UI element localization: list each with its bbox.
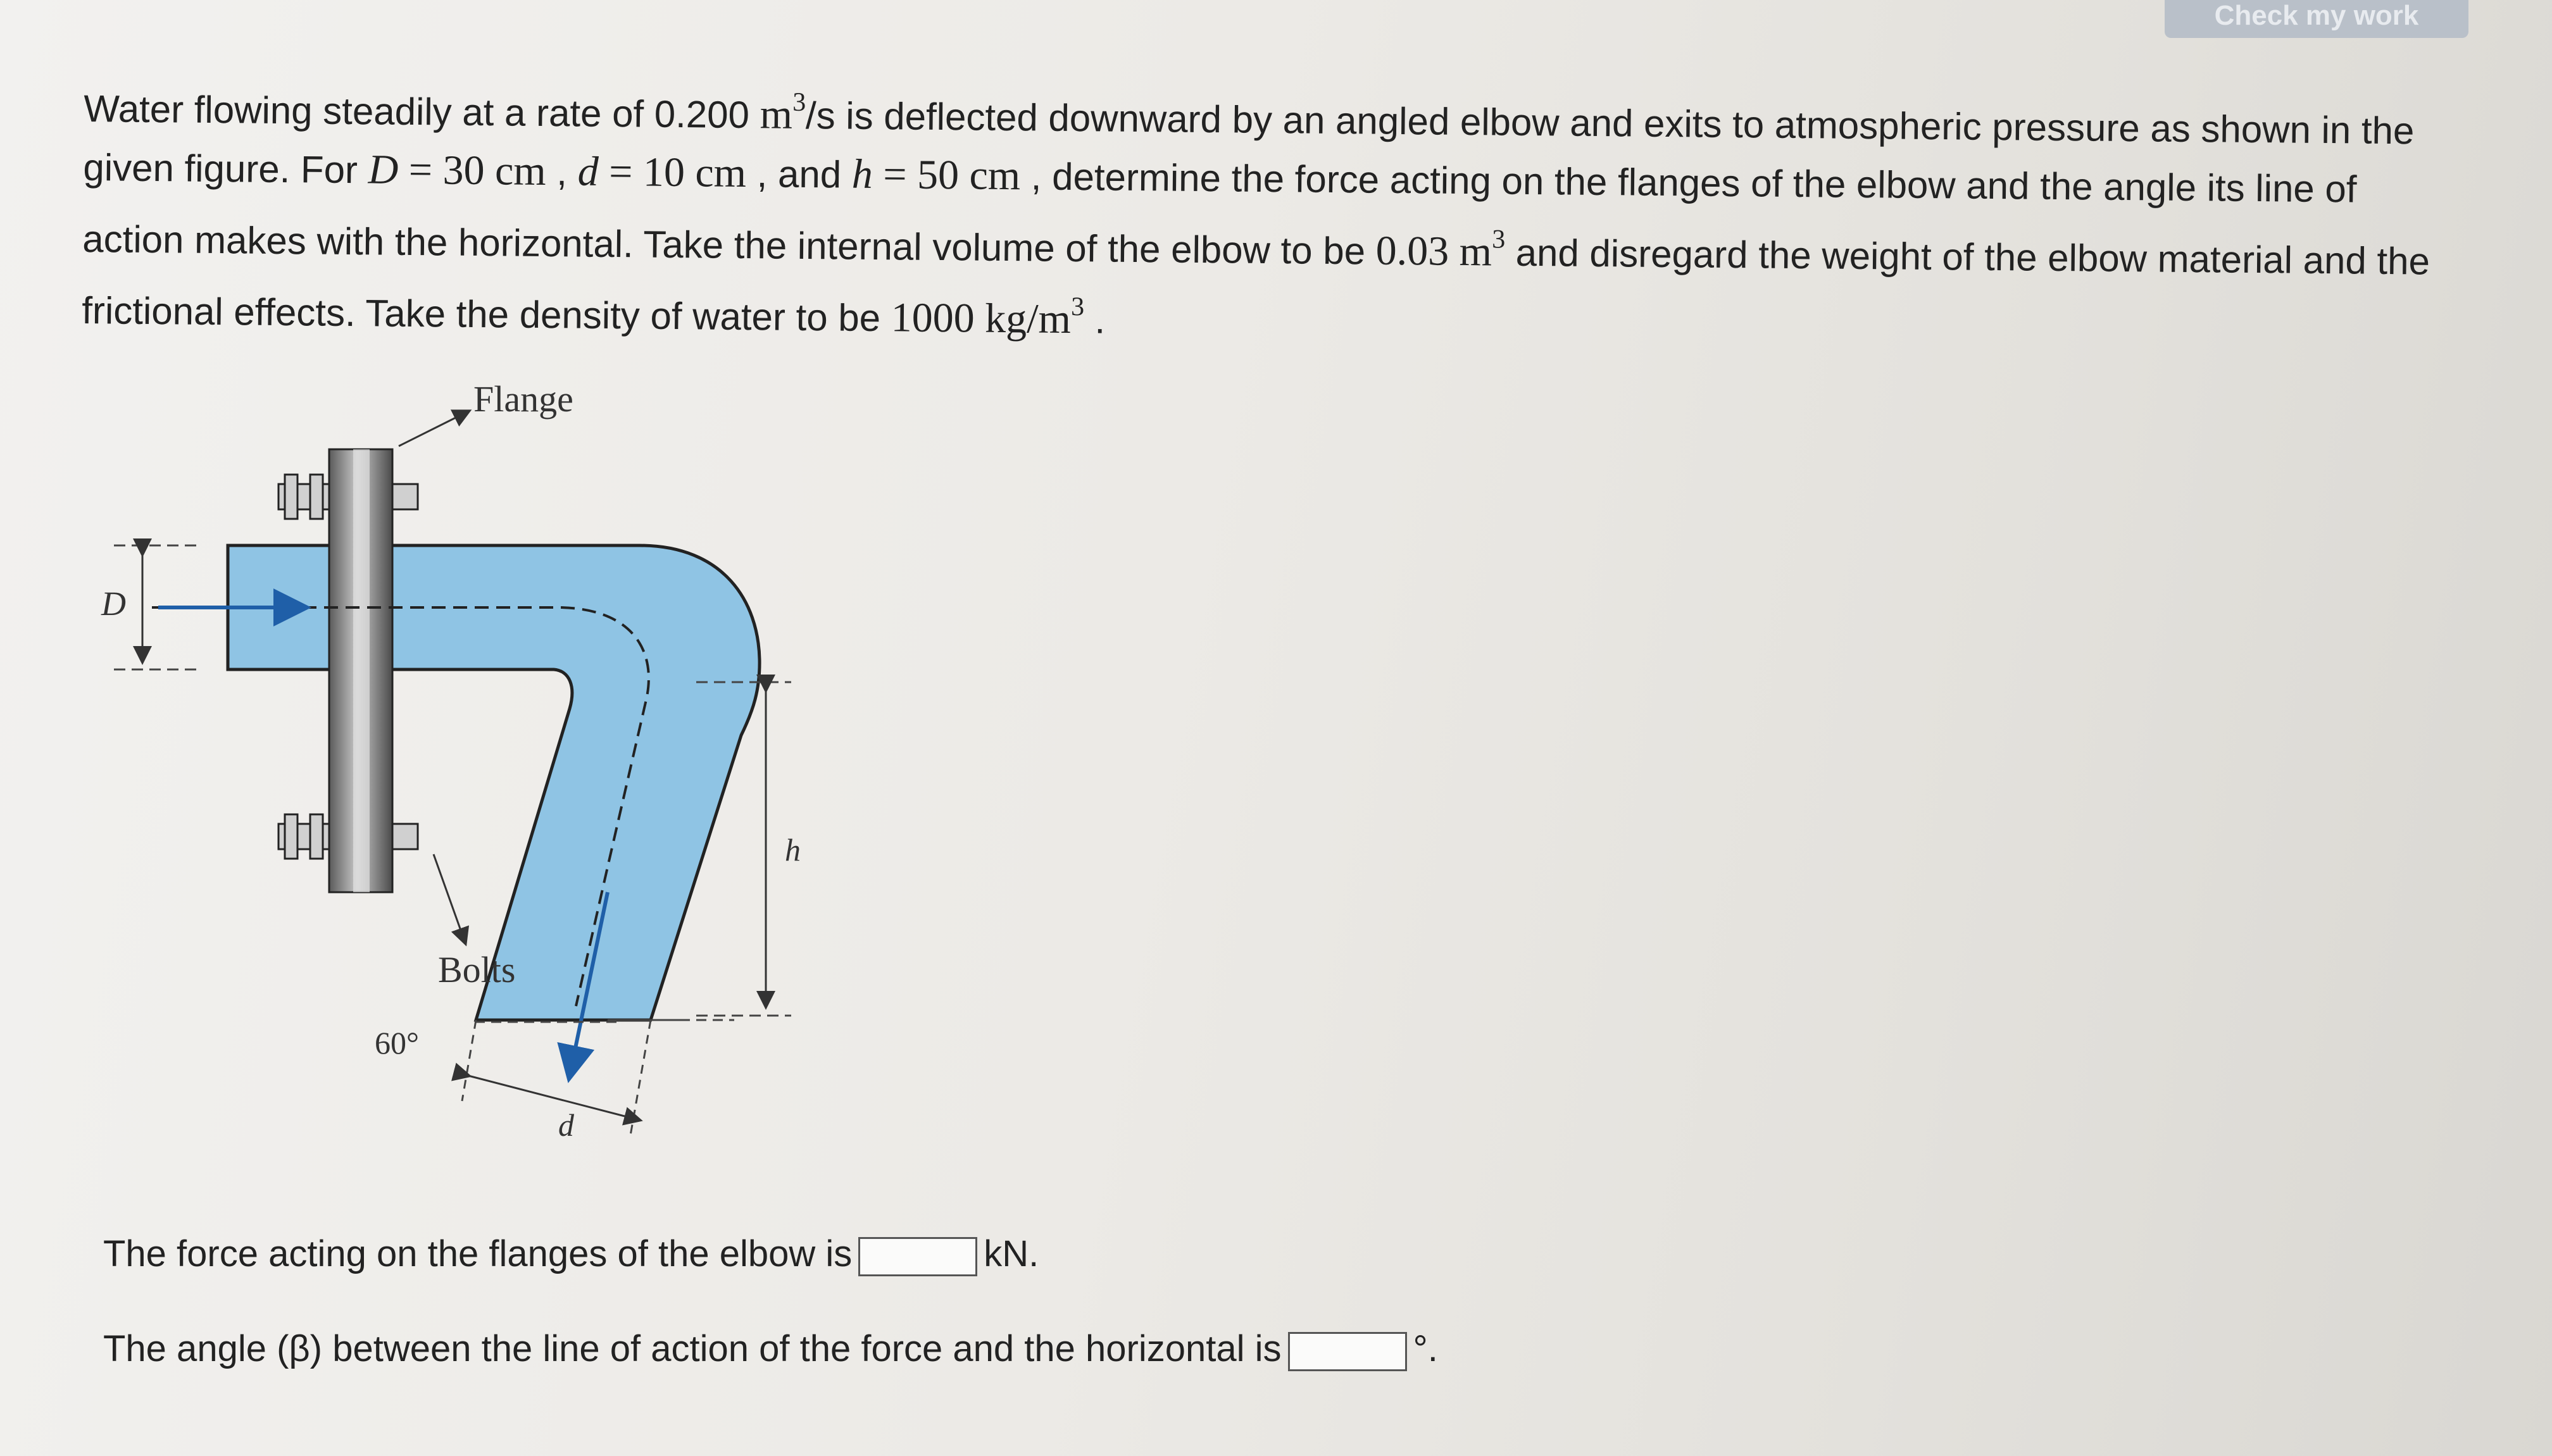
volume-value: 0.03 m bbox=[1375, 227, 1492, 275]
flange-hub bbox=[353, 449, 370, 892]
problem-text-6: and disregard the weight of the elbow material and the frictional effects. Take the density of water to be bbox=[81, 231, 2430, 340]
angle-unit: °. bbox=[1413, 1328, 1438, 1369]
flange-label: Flange bbox=[473, 378, 573, 420]
outlet-left-ext bbox=[462, 1020, 476, 1101]
density-value: 1000 kg/m bbox=[891, 294, 1072, 342]
angle-60-label: 60° bbox=[375, 1025, 419, 1061]
angle-answer-input[interactable] bbox=[1288, 1332, 1407, 1371]
check-my-work-button[interactable]: Check my work bbox=[2165, 0, 2468, 38]
force-answer-input[interactable] bbox=[858, 1237, 977, 1276]
h-label: h bbox=[785, 832, 801, 868]
D-value: = 30 cm bbox=[397, 146, 547, 195]
volume-sup: 3 bbox=[1492, 225, 1506, 254]
problem-statement bbox=[82, 66, 2464, 363]
outlet-right-ext bbox=[630, 1020, 651, 1139]
flange-leader bbox=[399, 411, 468, 446]
h-symbol: h bbox=[851, 151, 873, 197]
D-symbol: D bbox=[368, 146, 399, 193]
force-unit: kN. bbox=[984, 1233, 1039, 1274]
problem-text-3: , bbox=[546, 151, 579, 194]
d-value: = 10 cm bbox=[598, 148, 747, 197]
d-label: d bbox=[558, 1107, 574, 1143]
angle-question: The angle (β) between the line of action of the force and the horizontal is bbox=[103, 1328, 1282, 1369]
problem-text-2: /s is deflected downward by an angled elbow and exits to atmospheric pressure as shown in the given figure. For bbox=[83, 94, 2415, 192]
D-label: D bbox=[101, 585, 126, 623]
problem-text-5: , determine the force acting on the flanges of the elbow and the angle its line of action makes with the horizontal. Take the internal volume of the elbow to be bbox=[82, 155, 2357, 273]
force-answer-row bbox=[103, 1233, 1622, 1276]
d-dimension bbox=[468, 1076, 639, 1120]
flow-unit: m bbox=[760, 91, 793, 138]
angle-answer-row bbox=[103, 1328, 1622, 1371]
d-symbol: d bbox=[577, 148, 599, 195]
problem-text bbox=[82, 66, 2464, 363]
h-value: = 50 cm bbox=[872, 151, 1021, 199]
bolts-leader bbox=[434, 854, 465, 943]
bolts-label: Bolts bbox=[438, 949, 516, 990]
problem-text-1: Water flowing steadily at a rate of 0.200 bbox=[84, 87, 760, 137]
elbow-figure bbox=[89, 373, 1038, 1171]
force-question: The force acting on the flanges of the elbow is bbox=[103, 1233, 853, 1274]
problem-text-4: , and bbox=[746, 152, 853, 196]
density-sup: 3 bbox=[1070, 292, 1085, 322]
flow-unit-sup: 3 bbox=[792, 87, 806, 117]
problem-text-7: . bbox=[1084, 299, 1106, 342]
